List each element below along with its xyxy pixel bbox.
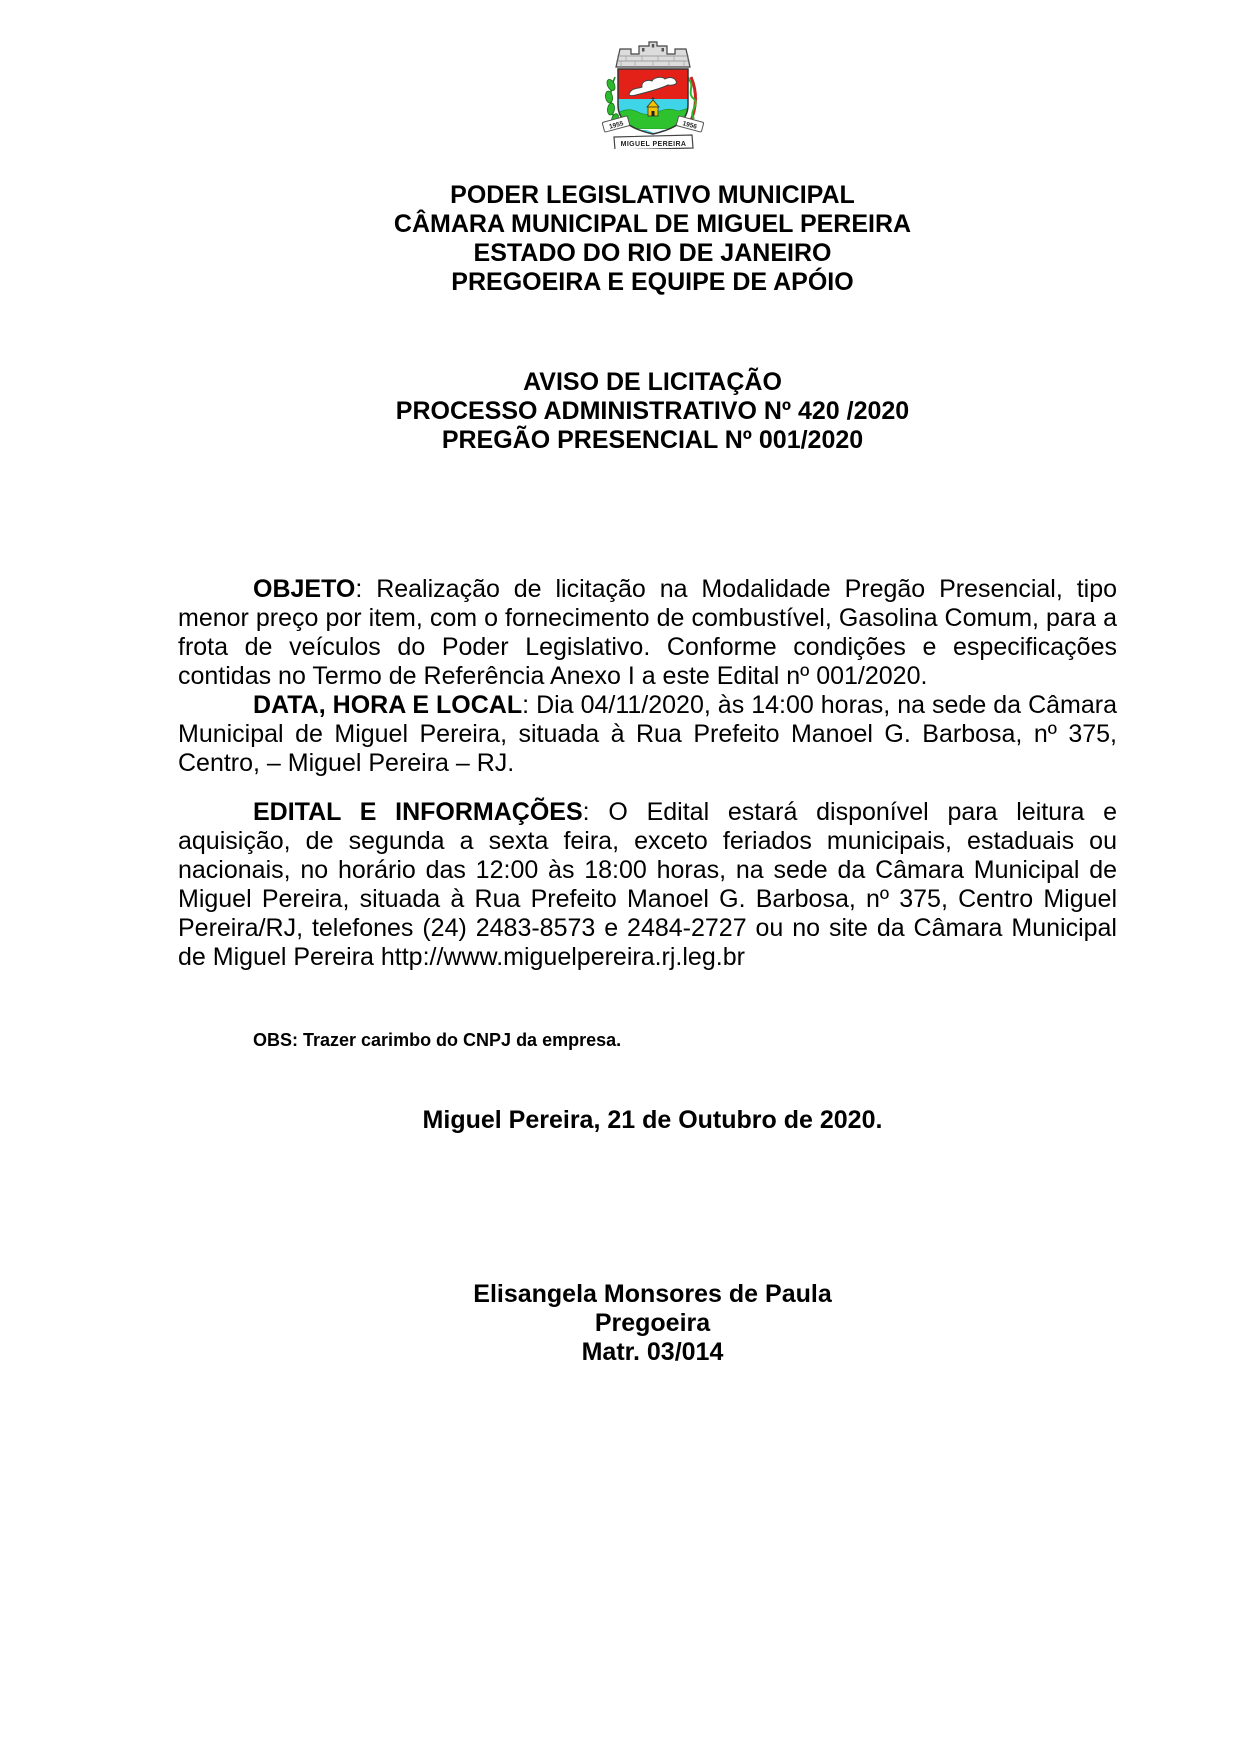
signature-role: Pregoeira [594, 1309, 711, 1337]
paragraph-objeto [178, 575, 1117, 691]
signature-registration: Matr. 03/014 [581, 1338, 724, 1366]
emblem-area [0, 0, 1241, 149]
data-hora-local-text: : Dia 04/11/2020, às 14:00 horas, na sede da Câmara Municipal de Miguel Pereira, situada à Rua Prefeito Manoel G. Barbosa, nº 375, Centro, – Miguel Pereira – RJ. [178, 691, 1117, 777]
objeto-text: : Realização de licitação na Modalidade Pregão Presencial, tipo menor preço por item, com o fornecimento de combustível, Gasolina Comum, para a frota de veículos do Poder Legislativo. Conforme condições e especificações contidas no Termo de Referência Anexo I a este Edital nº 001/2020. [178, 575, 1117, 690]
letterhead [0, 181, 1241, 297]
notice-title [0, 368, 1241, 455]
banner-label: MIGUEL PEREIRA [620, 141, 686, 148]
signature-name: Elisangela Monsores de Paula [473, 1280, 832, 1308]
year-left-label: 1955 [607, 120, 624, 131]
obs-note: OBS: Trazer carimbo do CNPJ da empresa. [253, 1030, 622, 1050]
paragraph-edital-informacoes [178, 798, 1117, 972]
year-right-label: 1956 [681, 120, 698, 131]
edital-informacoes-label: EDITAL E INFORMAÇÕES [253, 798, 583, 826]
shield-icon [618, 69, 688, 139]
year-scroll-right [676, 116, 704, 132]
miguel-pereira-coat-of-arms-icon [596, 35, 710, 149]
edital-informacoes-text: : O Edital estará disponível para leitura e aquisição, de segunda a sexta feira, exceto feriados municipais, estaduais ou nacionais, no horário das 12:00 às 18:00 horas, na sede da Câmara Municipal de Miguel Pereira, situada à Rua Prefeito Manoel G. Barbosa, nº 375, Centro Miguel Pereira/RJ, telefones (24) 2483-8573 e 2484-2727 ou no site da Câmara Municipal de Miguel Pereira http://www.miguelpereira.rj.leg.br [178, 798, 1118, 971]
letterhead-line-3: ESTADO DO RIO DE JANEIRO [473, 239, 832, 267]
dateline: Miguel Pereira, 21 de Outubro de 2020. [422, 1106, 883, 1134]
signature-block [0, 1280, 1241, 1367]
title-line-3: PREGÃO PRESENCIAL Nº 001/2020 [441, 426, 864, 454]
letterhead-line-2: CÂMARA MUNICIPAL DE MIGUEL PEREIRA [393, 210, 912, 238]
mural-crown-icon [616, 42, 690, 67]
document-body [0, 575, 1241, 1051]
objeto-label: OBJETO [253, 575, 356, 603]
letterhead-line-4: PREGOEIRA E EQUIPE DE APÓIO [451, 268, 854, 296]
title-line-2: PROCESSO ADMINISTRATIVO Nº 420 /2020 [395, 397, 910, 425]
letterhead-line-1: PODER LEGISLATIVO MUNICIPAL [450, 181, 855, 209]
data-hora-local-label: DATA, HORA E LOCAL [253, 691, 523, 719]
title-line-1: AVISO DE LICITAÇÃO [523, 368, 782, 396]
name-banner [614, 135, 693, 149]
paragraph-data-hora-local [178, 691, 1117, 778]
